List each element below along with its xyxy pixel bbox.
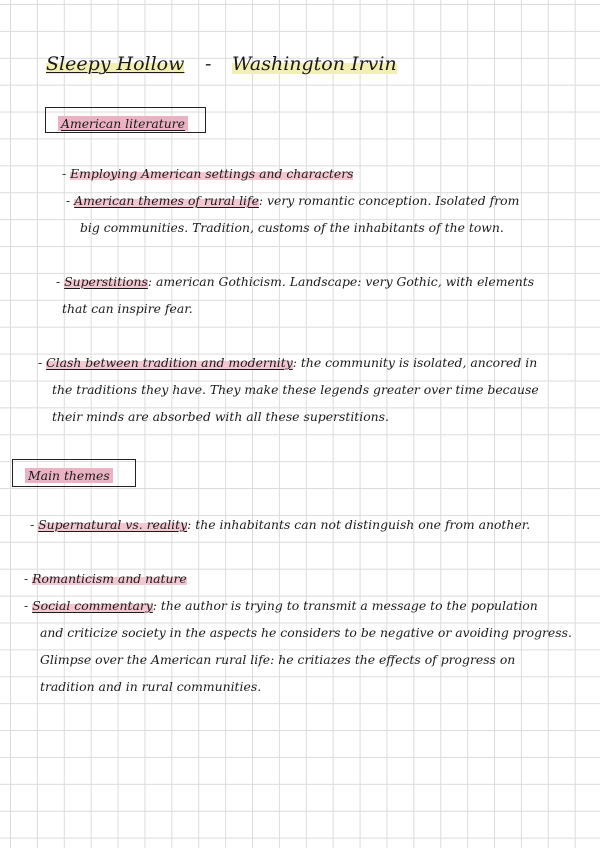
author-text: Washington Irvin	[232, 53, 397, 75]
title-text: Sleepy Hollow	[46, 53, 185, 75]
title-separator: -	[205, 53, 212, 75]
section-main-themes-box: Main themes	[12, 459, 136, 487]
author-name	[232, 52, 397, 76]
bullet-theme-1: - Supernatural vs. reality: the inhabitants can not distinguish one from another.	[30, 517, 531, 532]
page-title	[46, 52, 184, 76]
bullet-theme-2: - Romanticism and nature	[24, 571, 187, 586]
bullet-american-2: - American themes of rural life: very romantic conception. Isolated from	[66, 193, 520, 208]
bullet-american-1: - Employing American settings and characters	[62, 166, 354, 181]
bullet-theme-3-cont2: Glimpse over the American rural life: he critiazes the effects of progress on	[40, 652, 516, 667]
bullet-american-4-cont: the traditions they have. They make these legends greater over time because	[52, 382, 539, 397]
bullet-american-2-cont: big communities. Tradition, customs of the inhabitants of the town.	[80, 220, 504, 235]
bullet-theme-3-cont: and criticize society in the aspects he considers to be negative or avoiding progress.	[40, 625, 572, 640]
bullet-american-4-cont2: their minds are absorbed with all these superstitions.	[52, 409, 389, 424]
bullet-theme-3-cont3: tradition and in rural communities.	[40, 679, 262, 694]
bullet-american-3: - Superstitions: american Gothicism. Landscape: very Gothic, with elements	[56, 274, 535, 289]
section-american-literature-box: American literature	[45, 107, 206, 133]
bullet-american-4: - Clash between tradition and modernity: the community is isolated, ancored in	[38, 355, 538, 370]
bullet-american-3-cont: that can inspire fear.	[62, 301, 193, 316]
bullet-theme-3: - Social commentary: the author is trying to transmit a message to the population	[24, 598, 538, 613]
